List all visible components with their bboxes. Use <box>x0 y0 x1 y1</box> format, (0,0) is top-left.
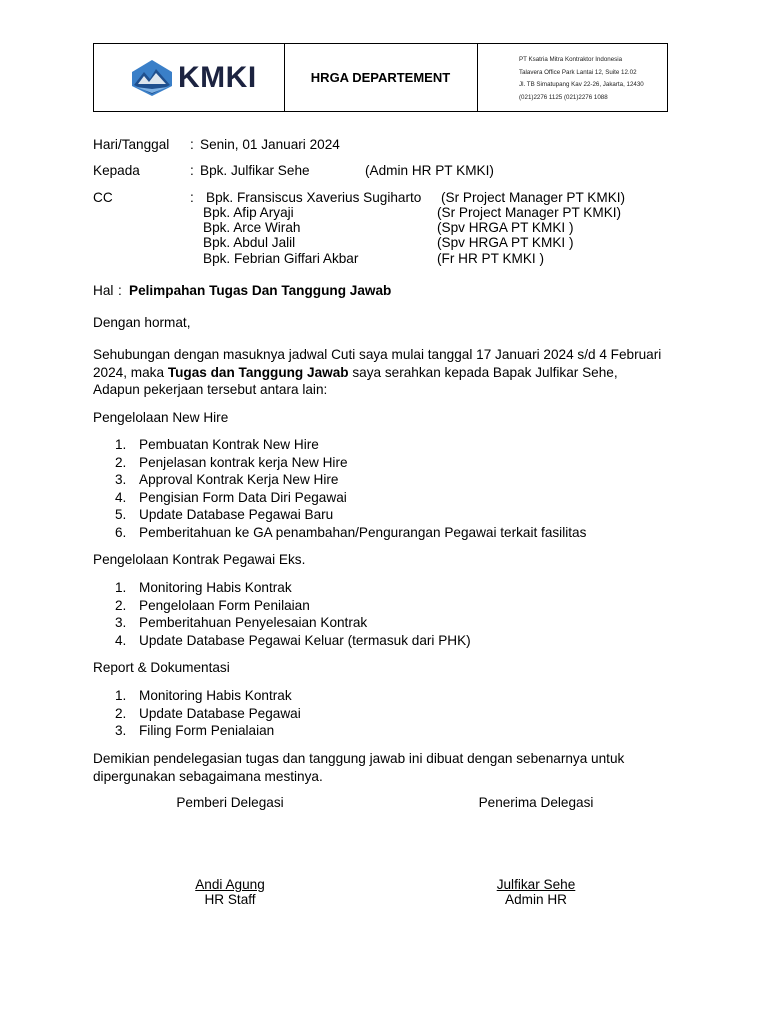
list-item: 4. Pengisian Form Data Diri Pegawai <box>115 489 347 505</box>
list-item: 1. Monitoring Habis Kontrak <box>115 688 292 703</box>
cc-role: (Sr Project Manager PT KMKI) <box>441 190 626 205</box>
colon: : <box>118 283 122 298</box>
new-hire-list <box>115 436 586 542</box>
company-logo <box>130 58 257 98</box>
mountain-logo-icon <box>130 58 174 98</box>
colon: : <box>190 163 194 178</box>
cc-role: (Spv HRGA PT KMKI ) <box>437 220 574 235</box>
colon: : <box>190 137 194 152</box>
cc-role: (Fr HR PT KMKI ) <box>437 251 544 266</box>
left-signatory <box>150 877 310 907</box>
section-title: Pengelolaan Kontrak Pegawai Eks. <box>93 552 306 567</box>
section-title: Report & Dokumentasi <box>93 660 230 675</box>
intro-bold: Tugas dan Tanggung Jawab <box>167 364 349 380</box>
subject: Pelimpahan Tugas Dan Tanggung Jawab <box>129 283 392 298</box>
list-item: 2. Update Database Pegawai <box>115 705 301 721</box>
address-line: Jl. TB Simatupang Kav 22-26, Jakarta, 12430 <box>519 81 644 89</box>
greeting: Dengan hormat, <box>93 315 191 330</box>
cc-name: Bpk. Afip Aryaji <box>203 205 294 220</box>
address-cell <box>477 44 667 111</box>
right-signatory-title: Admin HR <box>505 892 567 907</box>
company-address <box>519 54 644 104</box>
subject-label: Hal <box>93 283 114 298</box>
intro-text: Sehubungan dengan masuknya jadwal Cuti saya mulai tanggal 17 Januari 2024 s/d 4 Februari 2024, maka <box>93 347 662 380</box>
letterhead <box>93 43 668 112</box>
list-item: 2. Pengelolaan Form Penilaian <box>115 597 310 613</box>
section-title: Pengelolaan New Hire <box>93 410 229 425</box>
to-role: (Admin HR PT KMKI) <box>365 163 494 178</box>
address-line: PT Ksatria Mitra Kontraktor Indonesia <box>519 56 623 63</box>
closing-paragraph: Demikian pendelegasian tugas dan tanggung jawab ini dibuat dengan sebenarnya untuk dipergunakan sebagaimana mestinya. <box>93 751 625 784</box>
contract-list <box>115 579 471 649</box>
list-item: 3. Filing Form Penialaian <box>115 723 275 739</box>
list-item: 1. Pembuatan Kontrak New Hire <box>115 437 319 452</box>
cc-label: CC <box>93 190 113 205</box>
list-item: 2. Penjelasan kontrak kerja New Hire <box>115 454 348 470</box>
right-signatory-name: Julfikar Sehe <box>496 877 576 892</box>
list-item: 4. Update Database Pegawai Keluar (termasuk dari PHK) <box>115 632 471 648</box>
date-value: Senin, 01 Januari 2024 <box>200 137 340 152</box>
left-signatory-name: Andi Agung <box>195 877 265 892</box>
cc-name: Bpk. Arce Wirah <box>203 220 301 235</box>
list-item: 3. Pemberitahuan Penyelesaian Kontrak <box>115 615 368 631</box>
right-signatory <box>456 877 616 907</box>
logo-cell <box>94 44 285 111</box>
right-signature-heading: Penerima Delegasi <box>478 795 594 810</box>
left-signature-heading: Pemberi Delegasi <box>176 795 284 810</box>
colon: : <box>190 190 194 205</box>
cc-name: Bpk. Febrian Giffari Akbar <box>203 251 359 266</box>
to-label: Kepada <box>93 163 140 178</box>
date-label: Hari/Tanggal <box>93 137 170 152</box>
logo-text: KMKI <box>178 61 257 94</box>
left-signatory-title: HR Staff <box>204 892 256 907</box>
to-name: Bpk. Julfikar Sehe <box>200 163 310 178</box>
report-list <box>115 687 301 740</box>
department-title: HRGA DEPARTEMENT <box>310 70 451 85</box>
address-line: (021)2276 1125 (021)2276 1088 <box>519 93 608 101</box>
list-item: 3. Approval Kontrak Kerja New Hire <box>115 472 339 488</box>
list-item: 6. Pemberitahuan ke GA penambahan/Pengurangan Pegawai terkait fasilitas <box>115 524 587 540</box>
intro-text: saya serahkan kepada Bapak Julfikar Sehe, Adapun pekerjaan tersebut antara lain: <box>93 364 618 398</box>
cc-role: (Spv HRGA PT KMKI ) <box>437 235 574 250</box>
cc-name: Bpk. Fransiscus Xaverius Sugiharto <box>206 190 422 205</box>
list-item: 5. Update Database Pegawai Baru <box>115 507 334 523</box>
cc-role: (Sr Project Manager PT KMKI) <box>437 205 622 220</box>
intro-paragraph <box>93 346 663 399</box>
list-item: 1. Monitoring Habis Kontrak <box>115 580 292 595</box>
cc-name: Bpk. Abdul Jalil <box>203 235 296 250</box>
department-cell <box>284 44 478 111</box>
address-line: Talavera Office Park Lantai 12, Suite 12.02 <box>519 68 637 76</box>
